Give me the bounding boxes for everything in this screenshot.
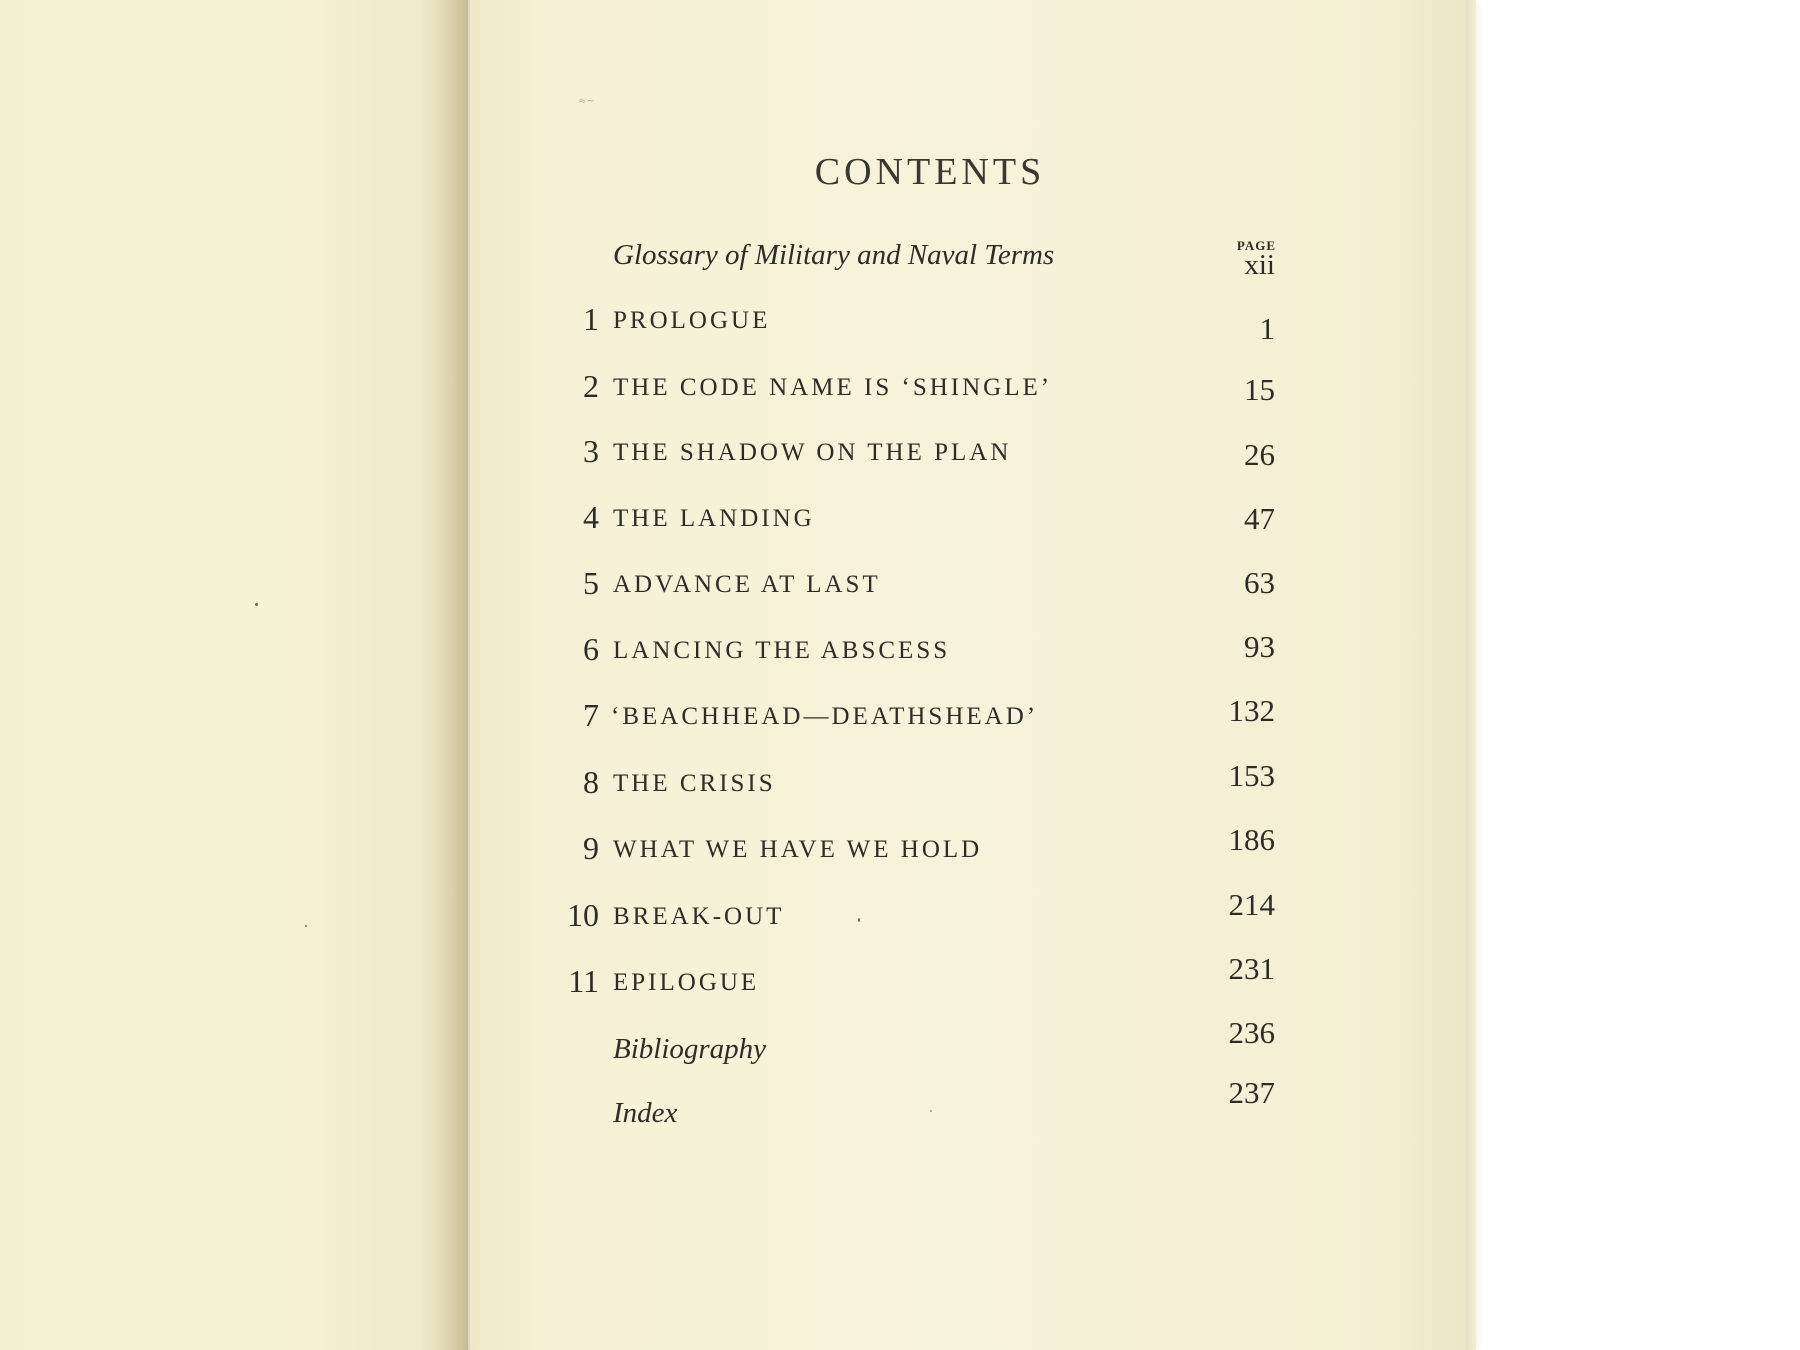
entry-page: 237 <box>1228 1075 1275 1110</box>
toc-entry-chapter <box>555 499 1275 549</box>
chapter-page: 47 <box>1244 501 1275 536</box>
chapter-number: 4 <box>583 499 599 535</box>
chapter-title: WHAT WE HAVE WE HOLD <box>613 836 983 863</box>
chapter-title: ADVANCE AT LAST <box>613 571 881 598</box>
paper-speck <box>930 1110 932 1112</box>
chapter-number: 8 <box>583 764 599 800</box>
chapter-number: 6 <box>583 631 599 667</box>
toc-entry-chapter <box>555 565 1275 615</box>
chapter-page: 63 <box>1244 565 1275 600</box>
chapter-title: LANCING THE ABSCESS <box>613 637 951 664</box>
chapter-number: 7 <box>583 697 599 733</box>
chapter-number: 3 <box>583 433 599 469</box>
toc-entry-bibliography <box>555 1015 1275 1081</box>
chapter-number: 1 <box>583 301 599 337</box>
chapter-page: 214 <box>1228 887 1275 922</box>
chapter-page: 132 <box>1228 693 1275 728</box>
chapter-page: 93 <box>1244 629 1275 664</box>
chapter-title: THE CRISIS <box>613 770 776 797</box>
ink-smudge: ≈~ <box>578 96 595 107</box>
chapter-title: EPILOGUE <box>613 969 760 996</box>
page-edge <box>1466 0 1476 1350</box>
toc-entry-chapter <box>555 887 1275 947</box>
toc-entry-chapter <box>555 822 1275 880</box>
entry-title: Index <box>613 1097 678 1129</box>
toc-entry-glossary <box>555 237 1275 287</box>
entry-page: 236 <box>1228 1015 1275 1050</box>
chapter-title: THE SHADOW ON THE PLAN <box>613 439 1012 466</box>
chapter-number: 2 <box>583 368 599 404</box>
chapter-title: THE LANDING <box>613 505 815 532</box>
toc-entry-chapter <box>555 368 1275 418</box>
chapter-title: PROLOGUE <box>613 307 771 334</box>
chapter-page: 153 <box>1228 758 1275 793</box>
chapter-page: 15 <box>1244 372 1275 407</box>
chapter-page: 26 <box>1244 437 1275 472</box>
chapter-title: BREAK-OUT <box>613 903 785 930</box>
toc-entry-chapter <box>555 631 1275 681</box>
toc-entry-index <box>555 1075 1275 1145</box>
toc-entry-chapter <box>555 301 1275 351</box>
toc-entry-chapter <box>555 758 1275 814</box>
left-page <box>0 0 468 1350</box>
chapter-page: 1 <box>1259 311 1275 346</box>
page-title: CONTENTS <box>814 151 1046 193</box>
chapter-number: 11 <box>568 963 599 999</box>
toc-entry-chapter <box>555 951 1275 1013</box>
entry-title: Glossary of Military and Naval Terms <box>613 239 1055 271</box>
chapter-title: ‘BEACHHEAD—DEATHSHEAD’ <box>611 703 1039 730</box>
chapter-number: 10 <box>567 897 599 933</box>
chapter-number: 9 <box>583 830 599 866</box>
entry-title: Bibliography <box>613 1033 767 1065</box>
chapter-title: THE CODE NAME IS ‘SHINGLE’ <box>613 374 1053 401</box>
paper-speck <box>858 918 860 922</box>
entry-page: xii <box>1244 249 1275 281</box>
paper-speck <box>255 603 258 606</box>
paper-speck <box>305 925 307 927</box>
toc-entry-chapter <box>555 433 1275 483</box>
page-column-label: PAGE <box>1236 238 1276 253</box>
chapter-number: 5 <box>583 565 599 601</box>
chapter-page: 231 <box>1228 951 1275 986</box>
toc-entry-chapter <box>555 693 1275 747</box>
chapter-page: 186 <box>1228 822 1275 857</box>
